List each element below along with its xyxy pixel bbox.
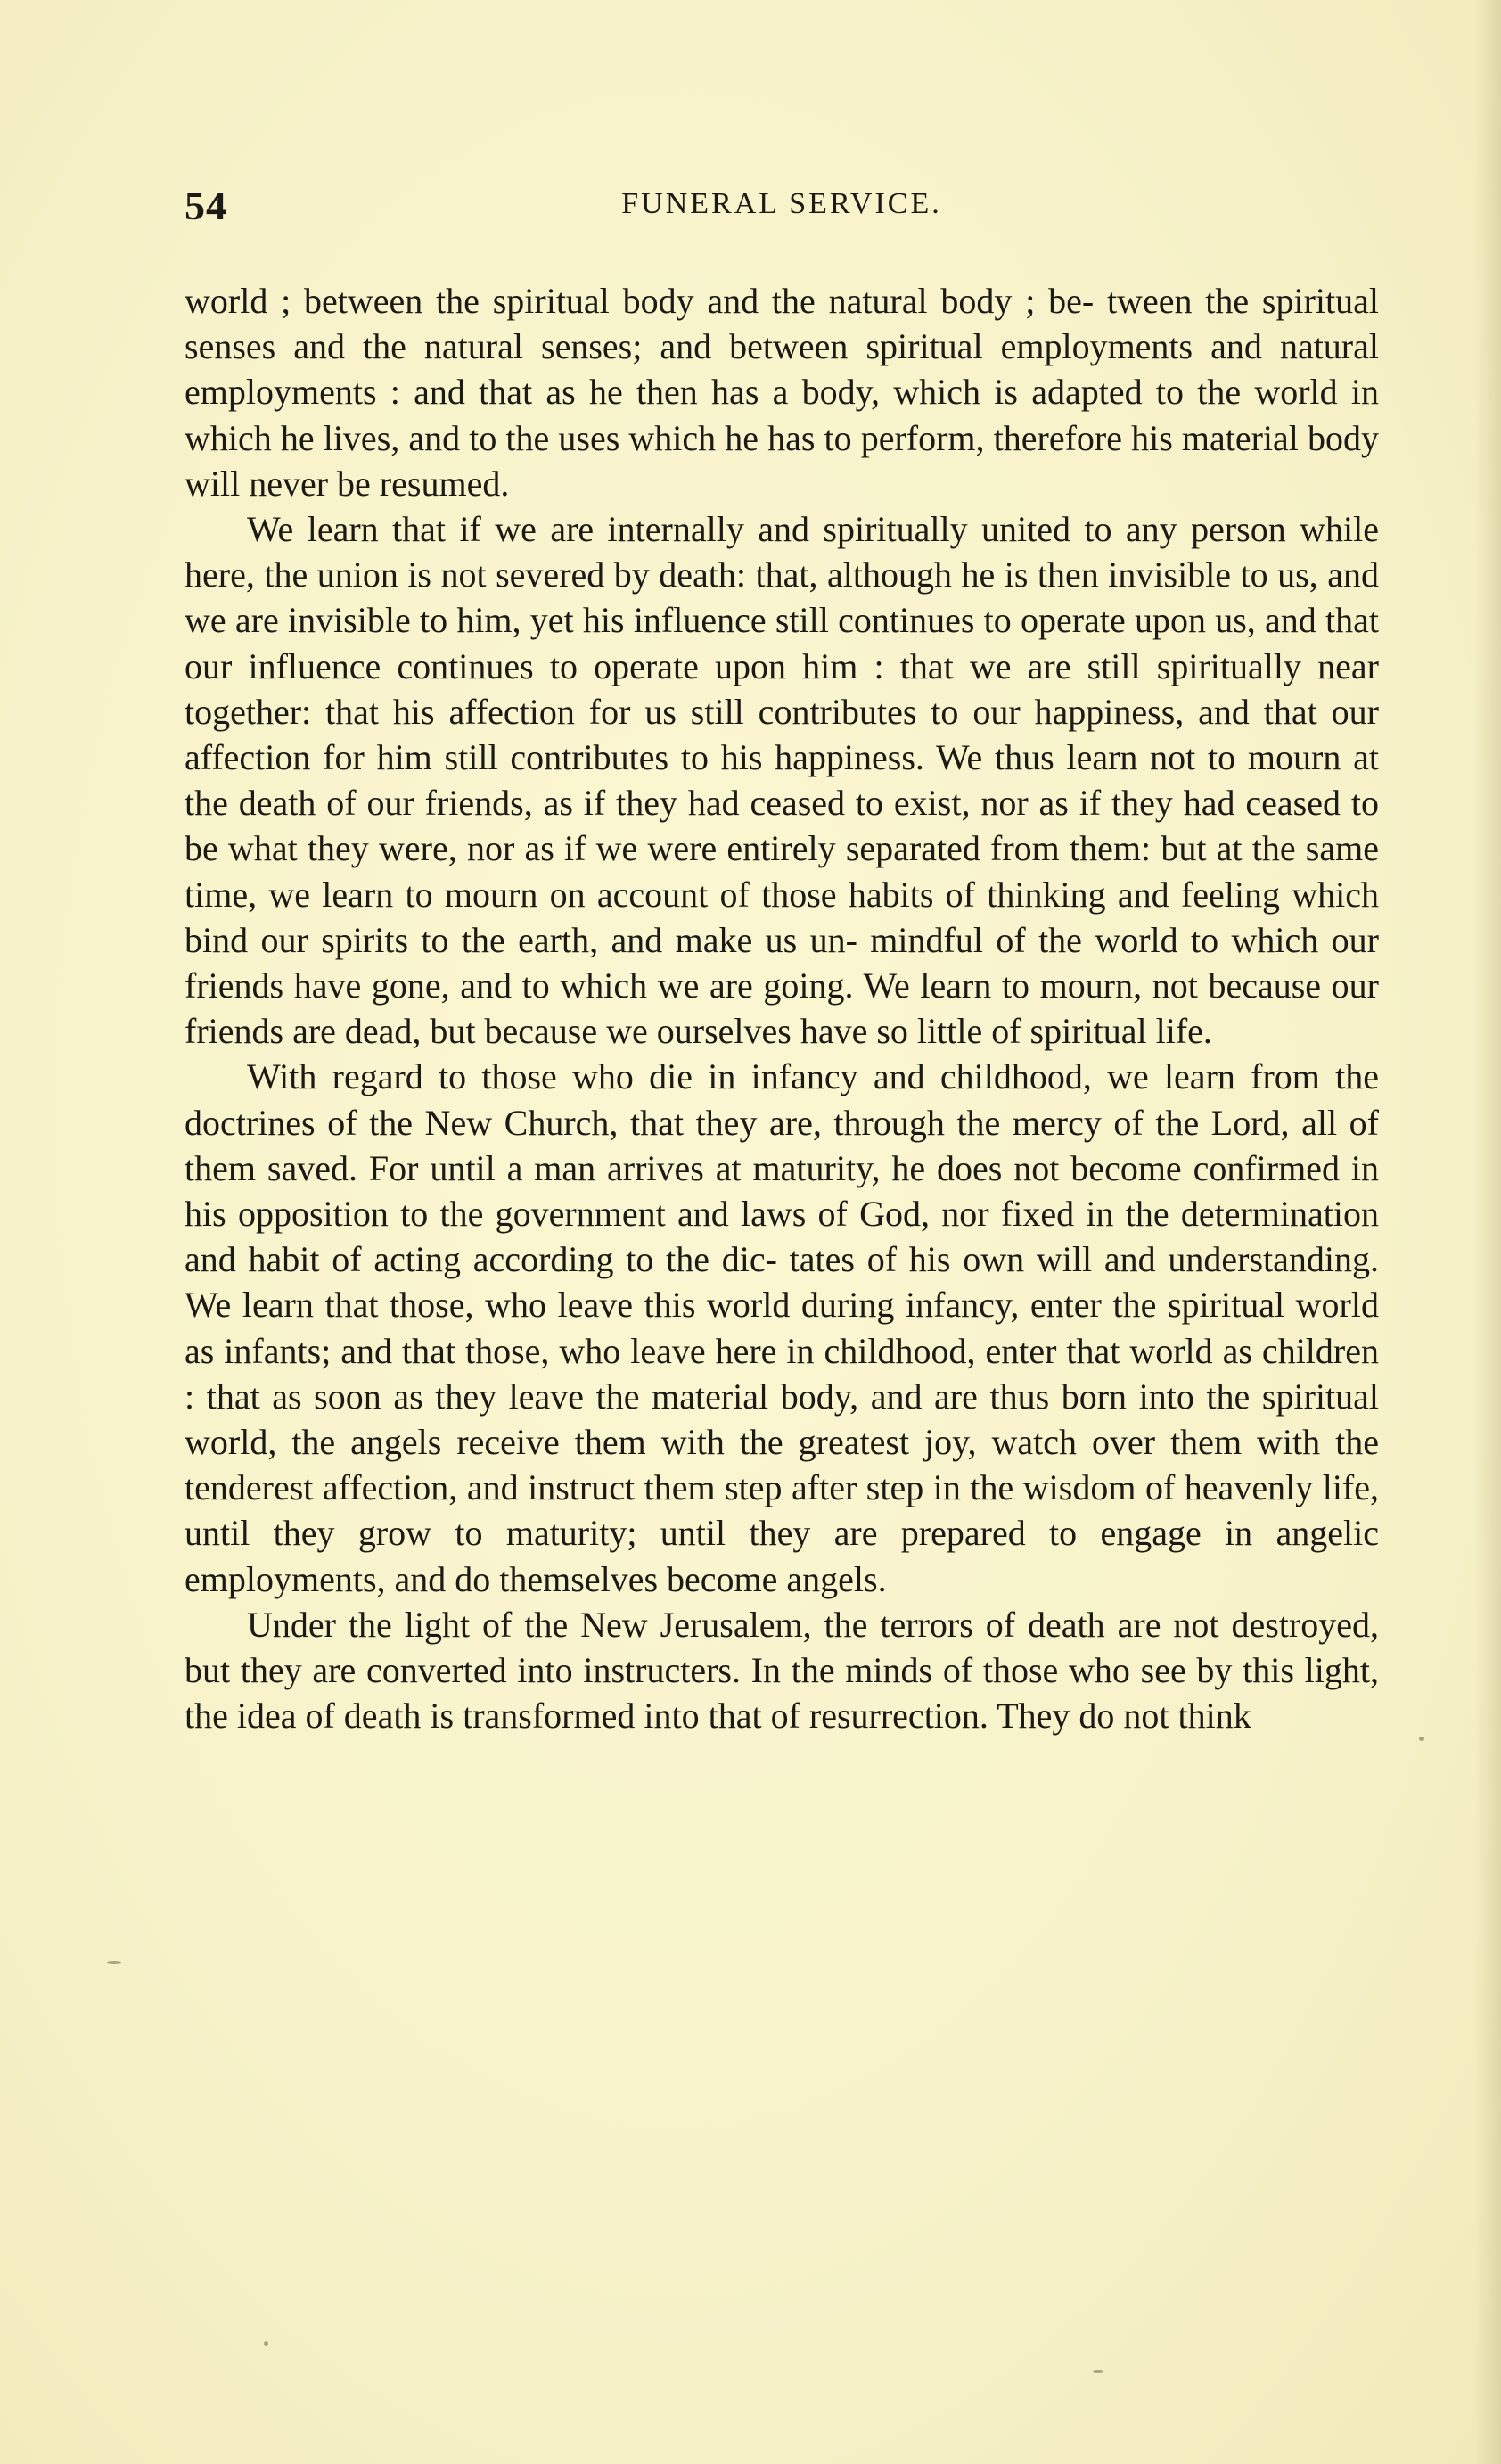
body-text xyxy=(185,278,1379,1739)
paragraph: With regard to those who die in infancy and childhood, we learn from the doctrines of the New Church, that they are, through the mercy of the Lord, all of them saved. For until a man arrives at maturity, he does not become confirmed in his opposition to the government and laws of God, nor fixed in the determination and habit of acting according to the dic- tates of his own will and understanding. We learn that those, who leave this world during infancy, enter the spiritual world as infants; and that those, who leave here in childhood, enter that world as children : that as soon as they leave the material body, and are thus born into the spiritual world, the angels receive them with the greatest joy, watch over them with the tenderest affection, and instruct them step after step in the wisdom of heavenly life, until they grow to maturity; until they are prepared to engage in angelic employments, and do themselves become angels. xyxy=(185,1056,1379,1599)
print-speck xyxy=(107,1961,121,1964)
page-header xyxy=(185,182,1379,244)
page-number: 54 xyxy=(185,183,227,228)
print-speck xyxy=(1419,1737,1424,1741)
page-edge-shadow xyxy=(1474,0,1501,2464)
print-speck xyxy=(264,2341,268,2346)
print-speck xyxy=(1093,2370,1103,2373)
paragraph-continued: world ; between the spiritual body and the natural body ; be- tween the spiritual senses and the natural senses; and between spiritual employments and natural employments : and that as he then has a body, which is adapted to the world in which he lives, and to the uses which he has to perform, therefore his material body will never be resumed. xyxy=(185,281,1379,504)
paragraph: Under the light of the New Jerusalem, the terrors of death are not destroyed, but they are converted into instructers. In the minds of those who see by this light, the idea of death is transformed into that of resurrection. They do not think xyxy=(185,1604,1379,1737)
paragraph: We learn that if we are internally and spiritually united to any person while here, the union is not severed by death: that, although he is then invisible to us, and we are invisible to him, yet his influence still continues to operate upon us, and that our influence continues to operate upon him : that we are still spiritually near together: that his affection for us still contributes to our happiness, and that our affection for him still contributes to his happiness. We thus learn not to mourn at the death of our friends, as if they had ceased to exist, nor as if they had ceased to be what they were, nor as if we were entirely separated from them: but at the same time, we learn to mourn on account of those habits of thinking and feeling which bind our spirits to the earth, and make us un- mindful of the world to which our friends have gone, and to which we are going. We learn to mourn, not because our friends are dead, but because we ourselves have so little of spiritual life. xyxy=(185,509,1379,1052)
running-head: FUNERAL SERVICE. xyxy=(621,187,942,220)
